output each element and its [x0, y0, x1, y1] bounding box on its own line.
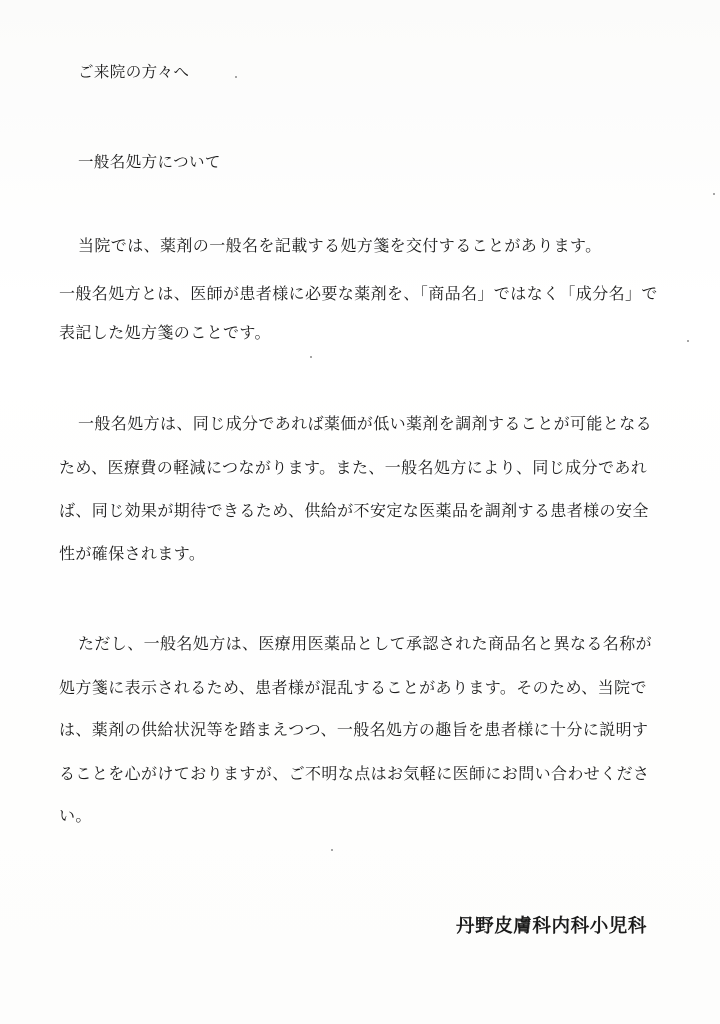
scan-speck: [687, 340, 689, 342]
scan-speck: [331, 849, 333, 851]
scan-speck: [713, 193, 715, 195]
scan-speck: [310, 356, 312, 358]
paragraph-1-line-1: 当院では、薬剤の一般名を記載する処方箋を交付することがあります。: [78, 236, 602, 255]
paragraph-3-line-3: は、薬剤の供給状況等を踏まえつつ、一般名処方の趣旨を患者様に十分に説明す: [59, 720, 649, 739]
salutation: ご来院の方々へ: [78, 63, 190, 81]
paragraph-3-line-5: い。: [59, 806, 92, 825]
paragraph-3-line-1: ただし、一般名処方は、医療用医薬品として承認された商品名と異なる名称が: [78, 634, 653, 653]
paragraph-1-line-3: 表記した処方箋のことです。: [59, 323, 271, 342]
document-title: 一般名処方について: [78, 153, 221, 171]
clinic-signature: 丹野皮膚科内科小児科: [456, 916, 648, 937]
paragraph-1-line-2: 一般名処方とは、医師が患者様に必要な薬剤を、「商品名」ではなく「成分名」で: [59, 284, 658, 303]
paragraph-2-line-1: 一般名処方は、同じ成分であれば薬価が低い薬剤を調剤することが可能となる: [78, 414, 653, 433]
paragraph-2-line-4: 性が確保されます。: [59, 544, 206, 563]
paragraph-3-line-4: ることを心がけておりますが、ご不明な点はお気軽に医師にお問い合わせくださ: [59, 764, 650, 783]
paragraph-3-line-2: 処方箋に表示されるため、患者様が混乱することがあります。そのため、当院で: [59, 678, 647, 697]
paragraph-2-line-3: ば、同じ効果が期待できるため、供給が不安定な医薬品を調剤する患者様の安全: [59, 501, 649, 520]
scan-speck: [235, 76, 237, 78]
paragraph-2-line-2: ため、医療費の軽減につながります。また、一般名処方により、同じ成分であれ: [59, 458, 648, 477]
